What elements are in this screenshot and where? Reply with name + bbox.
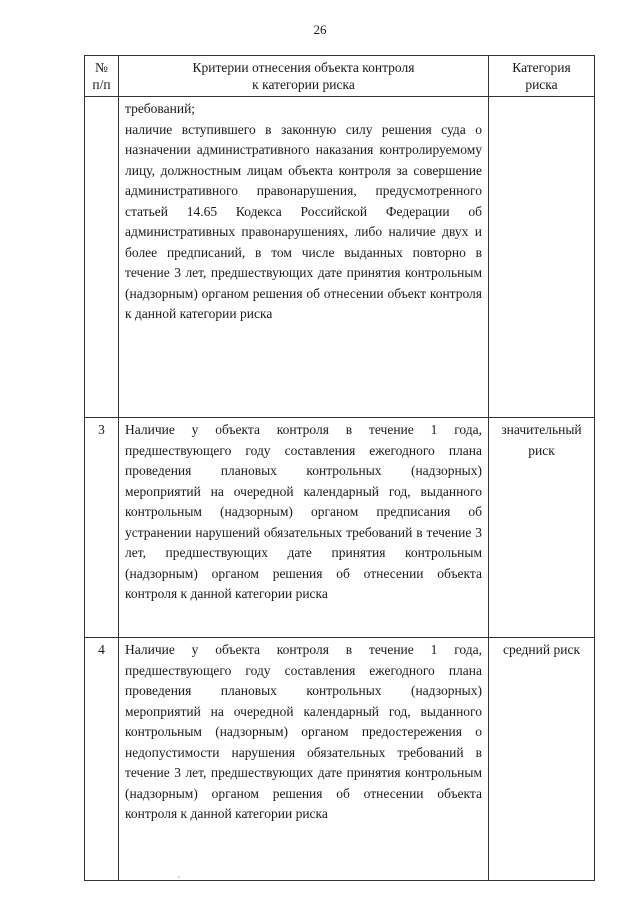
header-category-line1: Категория — [512, 60, 571, 75]
row-number: 4 — [85, 638, 119, 881]
row-category — [489, 638, 595, 881]
category-line2: риск — [528, 442, 555, 458]
row-number — [85, 97, 119, 418]
header-criteria-line2: к категории риска — [252, 77, 355, 92]
header-category — [489, 56, 595, 97]
header-number-line1: № — [95, 60, 108, 75]
row-number: 3 — [85, 418, 119, 638]
table-row — [85, 638, 595, 881]
row-criteria — [119, 97, 489, 418]
scan-speck — [178, 876, 180, 878]
row-criteria — [119, 418, 489, 638]
header-number — [85, 56, 119, 97]
header-number-line2: п/п — [92, 77, 111, 92]
header-criteria-line1: Критерии отнесения объекта контроля — [192, 60, 415, 75]
criteria-paragraph: Наличие у объекта контроля в течение 1 года, предшествующего году составления ежегодного плана проведения плановых контрольных (надзорных) мероприятий на очередной календарный год, выданного контрольным (надзорным) органом предостережения о недопустимости нарушения обязательных требований в течение 3 лет, предшествующих дате принятия контрольным (надзорным) органом решения об отнесении объекта контроля к данной категории риска — [125, 642, 482, 821]
row-criteria — [119, 638, 489, 881]
header-category-line2: риска — [525, 77, 558, 92]
category-line1: средний риск — [503, 642, 580, 657]
page-number: 26 — [313, 22, 327, 37]
row-category — [489, 97, 595, 418]
risk-category-table — [84, 55, 595, 881]
criteria-paragraph: наличие вступившего в законную силу решения суда о назначении административного наказания контролируемому лицу, должностным лицам объекта контроля за совершение административного правонарушения, предусмотренного статьей 14.65 Кодекса Российской Федерации об административных правонарушениях, либо наличие двух и более предписаний, в том числе выданных повторно в течение 3 лет, предшествующих дате принятия контрольным (надзорным) органом решения об отнесении объект контроля к данной категории риска — [125, 121, 482, 321]
row-category — [489, 418, 595, 638]
table-row — [85, 97, 595, 418]
category-line1: значительный — [501, 422, 582, 437]
table-row — [85, 418, 595, 638]
criteria-paragraph: требований; — [125, 101, 196, 116]
table-header-row — [85, 56, 595, 97]
header-criteria — [119, 56, 489, 97]
criteria-paragraph: Наличие у объекта контроля в течение 1 года, предшествующего году составления ежегодного плана проведения плановых контрольных (надзорных) мероприятий на очередной календарный год, выданного контрольным (надзорным) органом предписания об устранении нарушений обязательных требований в течение 3 лет, предшествующих дате принятия контрольным (надзорным) органом решения об отнесении объекта контроля к данной категории риска — [125, 422, 482, 601]
